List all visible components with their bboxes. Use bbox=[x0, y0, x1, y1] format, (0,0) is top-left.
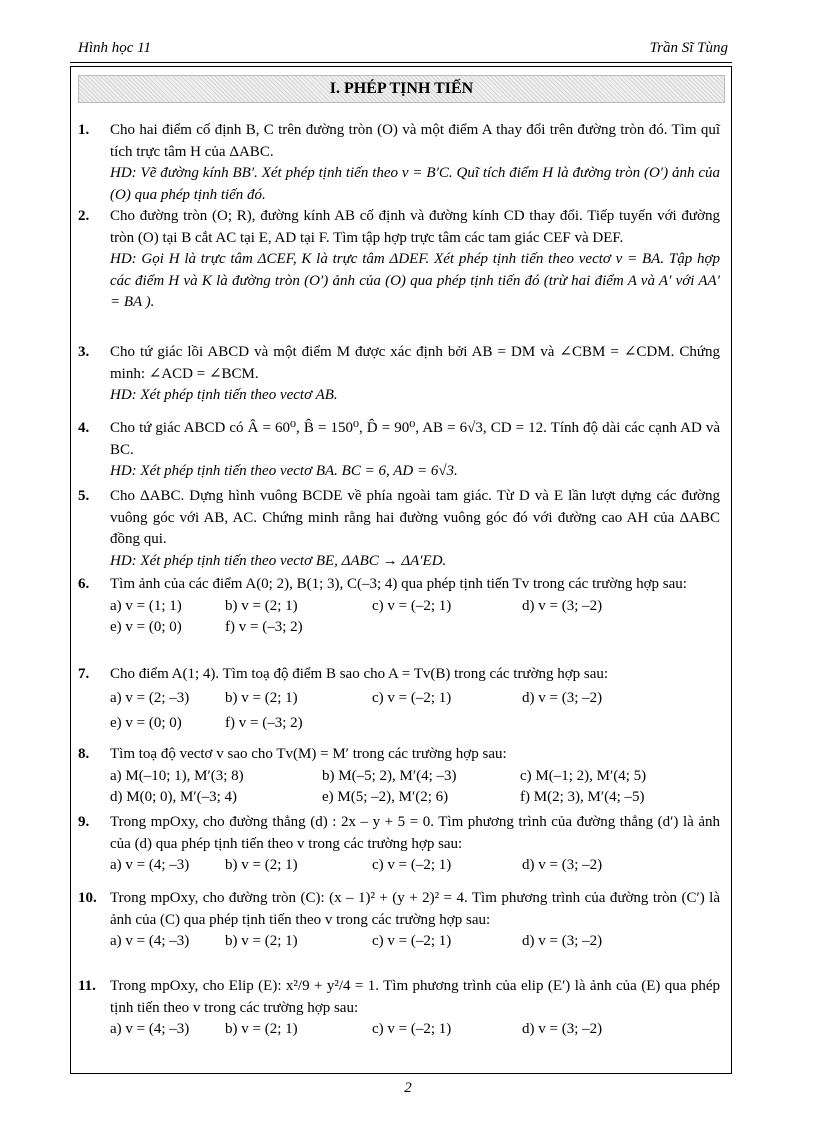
option: d) v = (3; –2) bbox=[522, 1021, 603, 1037]
problem-hint: HD: Xét phép tịnh tiến theo vectơ BE, ΔABC → ΔA′ED. bbox=[110, 552, 447, 569]
problem-number: 4. bbox=[78, 420, 90, 436]
option: b) v = (2; 1) bbox=[225, 597, 298, 614]
option: d) M(0; 0), M′(–3; 4) bbox=[110, 789, 238, 805]
problem-text: Cho ΔABC. Dựng hình vuông BCDE về phía ngoài tam giác. Từ D và E lần lượt dựng các đường vuông góc với AB, AC. Chứng minh rằng hai đường vuông góc đó với đường cao AH của ΔABC đồng qui. bbox=[110, 488, 720, 547]
option: a) v = (4; –3) bbox=[110, 1021, 190, 1037]
option: c) v = (–2; 1) bbox=[372, 689, 452, 706]
option: f) v = (–3; 2) bbox=[225, 619, 303, 635]
problem-text: Trong mpOxy, cho đường tròn (C): (x – 1)² + (y + 2)² = 4. Tìm phương trình của đường tròn (C′) là ảnh của (C) qua phép tịnh tiến theo v trong các trường hợp sau: bbox=[110, 890, 720, 928]
problem-number: 1. bbox=[78, 122, 90, 138]
problem-number: 9. bbox=[78, 814, 90, 830]
problem-9 bbox=[78, 812, 720, 877]
option: c) v = (–2; 1) bbox=[372, 1021, 452, 1037]
option: b) v = (2; 1) bbox=[225, 689, 298, 706]
problem-number: 5. bbox=[78, 488, 90, 504]
problem-hint: HD: Vẽ đường kính BB′. Xét phép tịnh tiến theo v = B′C. Quĩ tích điểm H là đường tròn (O′) ảnh của (O) qua phép tịnh tiến đó. bbox=[110, 165, 720, 203]
option: c) v = (–2; 1) bbox=[372, 597, 452, 614]
option: d) v = (3; –2) bbox=[522, 597, 603, 614]
problem-text: Trong mpOxy, cho Elip (E): x²/9 + y²/4 = 1. Tìm phương trình của elip (E′) là ảnh của (E) qua phép tịnh tiến theo v trong các trường hợp sau: bbox=[110, 978, 720, 1016]
option: d) v = (3; –2) bbox=[522, 857, 603, 873]
option: e) v = (0; 0) bbox=[110, 714, 182, 731]
problem-number: 7. bbox=[78, 666, 90, 682]
problem-5 bbox=[78, 486, 720, 572]
option-list bbox=[110, 686, 720, 736]
option: f) v = (–3; 2) bbox=[225, 714, 303, 731]
option: b) v = (2; 1) bbox=[225, 933, 298, 949]
problem-text: Cho đường tròn (O; R), đường kính AB cố định và đường kính CD thay đổi. Tiếp tuyến với đường tròn (O) tại B cắt AC tại E, AD tại F. Tìm tập hợp trực tâm các tam giác CEF và DEF. bbox=[110, 208, 720, 246]
problem-number: 8. bbox=[78, 746, 90, 762]
header-right: Trần Sĩ Tùng bbox=[649, 40, 728, 56]
problem-text: Cho điểm A(1; 4). Tìm toạ độ điểm B sao cho A = Tv(B) trong các trường hợp sau: bbox=[110, 666, 609, 682]
problem-text: Tìm toạ độ vectơ v sao cho Tv(M) = M′ trong các trường hợp sau: bbox=[110, 746, 507, 762]
option: a) v = (4; –3) bbox=[110, 933, 190, 949]
option: f) M(2; 3), M′(4; –5) bbox=[520, 789, 645, 805]
problem-text: Cho hai điểm cố định B, C trên đường tròn (O) và một điểm A thay đổi trên đường tròn đó. Tìm quĩ tích trực tâm H của ΔABC. bbox=[110, 122, 720, 160]
problem-2 bbox=[78, 206, 720, 314]
option-list bbox=[110, 855, 720, 877]
problem-text: Cho tứ giác ABCD có Â = 60⁰, B̂ = 150⁰, D̂ = 90⁰, AB = 6√3, CD = 12. Tính độ dài các cạnh AD và BC. bbox=[110, 420, 720, 458]
problem-number: 6. bbox=[78, 576, 90, 592]
problem-number: 10. bbox=[78, 890, 97, 906]
section-title: I. PHÉP TỊNH TIẾN bbox=[78, 75, 725, 103]
problem-1 bbox=[78, 120, 720, 206]
problem-number: 11. bbox=[78, 978, 96, 994]
option: c) v = (–2; 1) bbox=[372, 857, 452, 873]
problem-7 bbox=[78, 664, 720, 736]
option-list bbox=[110, 1019, 720, 1041]
header-rule bbox=[70, 62, 732, 63]
option: d) v = (3; –2) bbox=[522, 689, 603, 706]
option-list bbox=[110, 766, 720, 809]
option: a) v = (4; –3) bbox=[110, 857, 190, 873]
option: d) v = (3; –2) bbox=[522, 933, 603, 949]
problem-8 bbox=[78, 744, 720, 809]
problem-text: Trong mpOxy, cho đường thẳng (d) : 2x – y + 5 = 0. Tìm phương trình của đường thẳng (d′) là ảnh của (d) qua phép tịnh tiến theo v trong các trường hợp sau: bbox=[110, 814, 720, 852]
option-list bbox=[110, 596, 720, 639]
page-number: 2 bbox=[404, 1080, 412, 1096]
problem-10 bbox=[78, 888, 720, 953]
problem-text: Tìm ảnh của các điểm A(0; 2), B(1; 3), C(–3; 4) qua phép tịnh tiến Tv trong các trường hợp sau: bbox=[110, 576, 687, 592]
problem-4 bbox=[78, 418, 720, 483]
option: e) v = (0; 0) bbox=[110, 619, 182, 635]
option: a) v = (1; 1) bbox=[110, 597, 182, 614]
problem-3 bbox=[78, 342, 720, 407]
option: a) v = (2; –3) bbox=[110, 689, 190, 706]
option: c) M(–1; 2), M′(4; 5) bbox=[520, 767, 647, 784]
option: b) M(–5; 2), M′(4; –3) bbox=[322, 767, 457, 784]
option-list bbox=[110, 931, 720, 953]
problem-hint: HD: Gọi H là trực tâm ΔCEF, K là trực tâm ΔDEF. Xét phép tịnh tiến theo vectơ v = BA. Tập hợp các điểm H và K là đường tròn (O′) ảnh của (O) qua phép tịnh tiến đó (trừ hai điểm A và A′ với AA′ = BA ). bbox=[110, 251, 720, 310]
option: a) M(–10; 1), M′(3; 8) bbox=[110, 767, 244, 784]
problem-number: 3. bbox=[78, 344, 90, 360]
option: b) v = (2; 1) bbox=[225, 857, 298, 873]
option: b) v = (2; 1) bbox=[225, 1021, 298, 1037]
header-left: Hình học 11 bbox=[78, 40, 152, 56]
option: e) M(5; –2), M′(2; 6) bbox=[322, 789, 449, 805]
option: c) v = (–2; 1) bbox=[372, 933, 452, 949]
problem-11 bbox=[78, 976, 720, 1041]
problem-hint: HD: Xét phép tịnh tiến theo vectơ AB. bbox=[110, 387, 338, 403]
problem-6 bbox=[78, 574, 720, 639]
problem-number: 2. bbox=[78, 208, 90, 224]
problem-hint: HD: Xét phép tịnh tiến theo vectơ BA. BC = 6, AD = 6√3. bbox=[110, 463, 458, 479]
problem-text: Cho tứ giác lồi ABCD và một điểm M được xác định bởi AB = DM và ∠CBM = ∠CDM. Chứng minh: ∠ACD = ∠BCM. bbox=[110, 344, 720, 382]
